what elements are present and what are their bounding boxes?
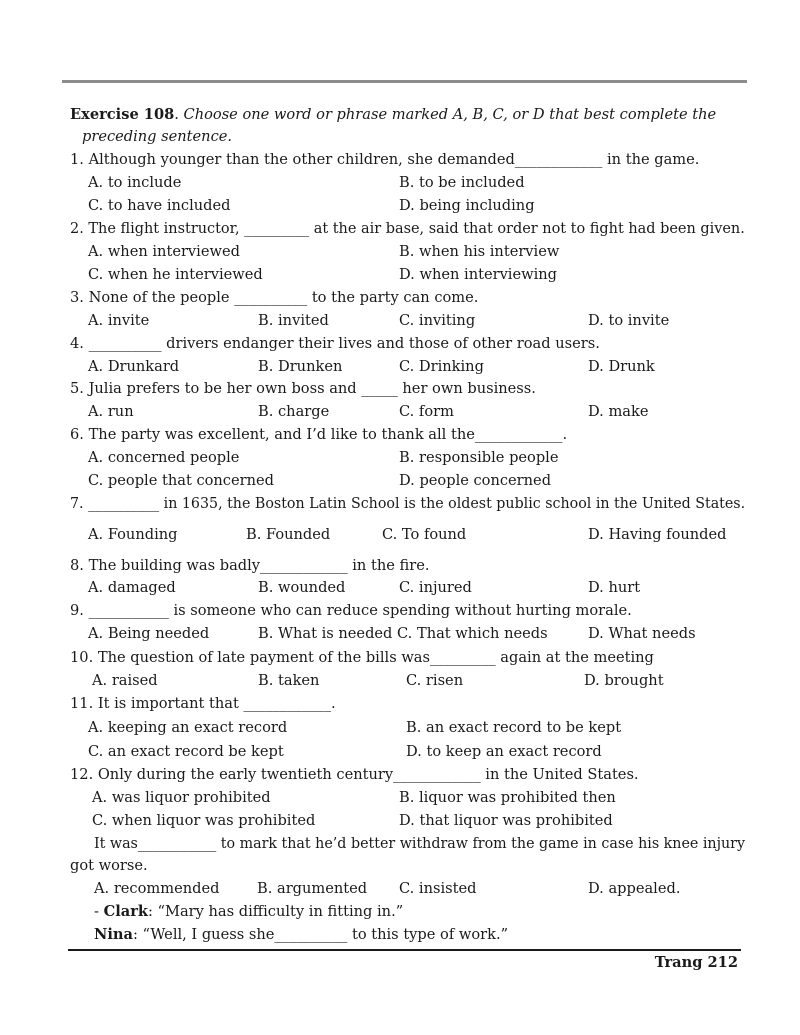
answer-option: B. an exact record to be kept — [406, 719, 622, 736]
answer-option: C. when he interviewed — [88, 266, 263, 283]
answer-option: B. liquor was prohibited then — [399, 789, 616, 806]
answer-option: A. concerned people — [88, 449, 240, 466]
answer-option: B. to be included — [399, 174, 525, 191]
answer-option: D. What needs — [588, 625, 696, 642]
answer-option: C. to have included — [88, 197, 231, 214]
page-number: Trang 212 — [654, 954, 738, 971]
answer-option: A. Founding — [88, 526, 178, 543]
question-stem: 4. __________ drivers endanger their lives and those of other road users. — [70, 335, 600, 352]
answer-option: A. Being needed — [88, 625, 210, 642]
answer-option: D. to keep an exact record — [406, 743, 602, 760]
question-stem: 8. The building was badly____________ in the fire. — [70, 557, 430, 574]
answer-option: B. Founded — [246, 526, 331, 543]
question-stem: 6. The party was excellent, and I’d like to thank all the____________. — [70, 426, 568, 443]
answer-option: D. being including — [399, 197, 535, 214]
answer-option: D. hurt — [588, 579, 641, 596]
answer-option: C. inviting — [399, 312, 476, 329]
answer-option: D. Having founded — [588, 526, 727, 543]
answer-option: A. run — [88, 403, 134, 420]
instruction-text-2: preceding sentence. — [82, 128, 233, 145]
question-stem: 11. It is important that ____________. — [70, 695, 336, 712]
answer-option: A. invite — [88, 312, 150, 329]
answer-option: B. wounded — [258, 579, 346, 596]
answer-option: B. invited — [258, 312, 329, 329]
answer-option: A. Drunkard — [88, 358, 180, 375]
answer-option: C. insisted — [399, 880, 477, 897]
answer-option: C. Drinking — [399, 358, 484, 375]
speaker-name: Clark — [103, 903, 148, 920]
dialogue-line-1 — [94, 902, 403, 922]
question-stem: 2. The flight instructor, _________ at the air base, said that order not to fight had been given. — [70, 220, 745, 237]
answer-option: C. an exact record be kept — [88, 743, 284, 760]
answer-option: D. when interviewing — [399, 266, 558, 283]
exercise-instruction — [70, 105, 716, 125]
answer-option: A. raised — [92, 672, 158, 689]
answer-option: D. that liquor was prohibited — [399, 812, 613, 829]
dialogue-text: : “Well, I guess she__________ to this type of work.” — [132, 926, 509, 943]
top-divider — [62, 80, 747, 83]
answer-option: D. brought — [584, 672, 664, 689]
question-stem: It was___________ to mark that he’d better withdraw from the game in case his knee injury — [94, 835, 746, 852]
answer-option: A. damaged — [88, 579, 176, 596]
answer-option: D. Drunk — [588, 358, 655, 375]
exercise-label: Exercise 108 — [70, 106, 175, 123]
answer-option: C. To found — [382, 526, 467, 543]
answer-option: B. responsible people — [399, 449, 559, 466]
question-stem: 9. ___________ is someone who can reduce spending without hurting morale. — [70, 602, 632, 619]
answer-option: B. What is needed C. That which needs — [258, 625, 548, 642]
answer-option: B. taken — [258, 672, 320, 689]
answer-option: A. to include — [88, 174, 182, 191]
question-stem: 12. Only during the early twentieth century____________ in the United States. — [70, 766, 639, 783]
question-stem: 5. Julia prefers to be her own boss and _____ her own business. — [70, 380, 536, 397]
question-stem: 3. None of the people __________ to the party can come. — [70, 289, 479, 306]
answer-option: A. keeping an exact record — [88, 719, 288, 736]
speaker-name: Nina — [94, 926, 133, 943]
answer-option: B. when his interview — [399, 243, 560, 260]
question-stem: 1. Although younger than the other children, she demanded____________ in the game. — [70, 151, 700, 168]
dialogue-text: : “Mary has difficulty in fitting in.” — [148, 903, 404, 920]
answer-option: B. argumented — [257, 880, 368, 897]
instruction-text-1: . Choose one word or phrase marked A, B, C, or D that best complete the — [174, 106, 717, 123]
question-stem: 7. __________ in 1635, the Boston Latin School is the oldest public school in the United States. — [70, 495, 746, 512]
question-stem-continued: got worse. — [70, 857, 148, 874]
question-stem: 10. The question of late payment of the bills was_________ again at the meeting — [70, 649, 654, 666]
answer-option: A. was liquor prohibited — [92, 789, 271, 806]
answer-option: D. people concerned — [399, 472, 552, 489]
answer-option: A. recommended — [94, 880, 220, 897]
answer-option: D. to invite — [588, 312, 670, 329]
answer-option: C. form — [399, 403, 454, 420]
answer-option: C. when liquor was prohibited — [92, 812, 316, 829]
answer-option: D. make — [588, 403, 649, 420]
dialogue-dash: - — [94, 903, 104, 920]
answer-option: D. appealed. — [588, 880, 681, 897]
bottom-divider — [68, 949, 741, 951]
answer-option: B. charge — [258, 403, 330, 420]
answer-option: C. people that concerned — [88, 472, 274, 489]
answer-option: C. risen — [406, 672, 464, 689]
answer-option: C. injured — [399, 579, 472, 596]
answer-option: A. when interviewed — [88, 243, 240, 260]
dialogue-line-2 — [94, 925, 508, 945]
answer-option: B. Drunken — [258, 358, 343, 375]
